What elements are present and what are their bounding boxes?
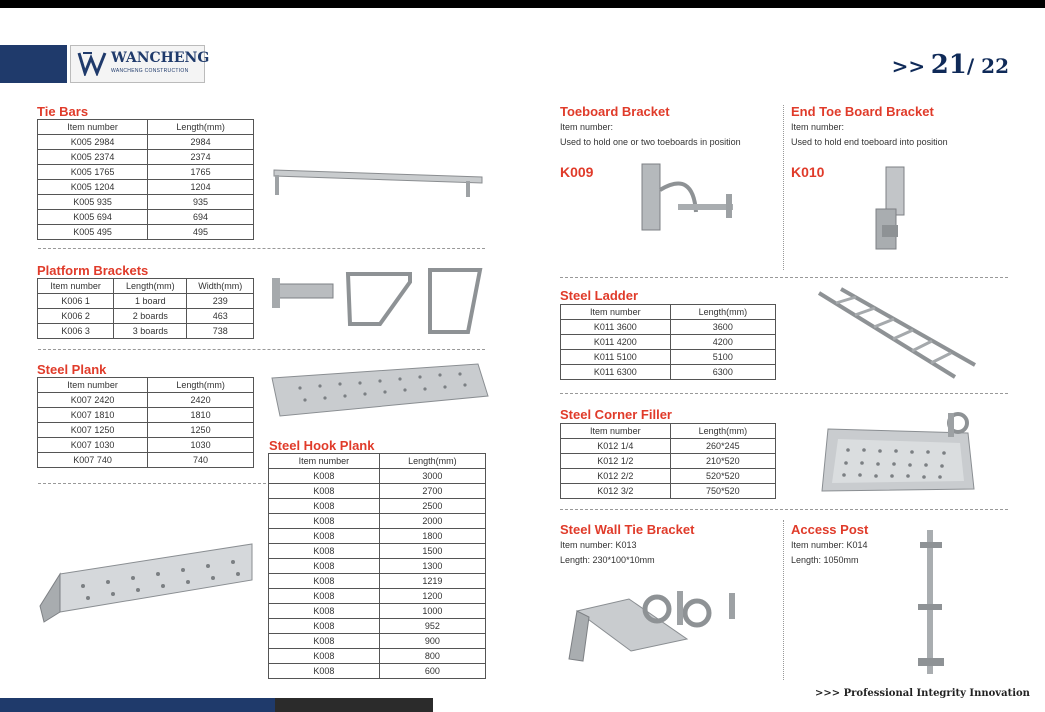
length-cell: 1200 [379,589,485,604]
steel-ladder-table [560,304,776,380]
table-row [561,484,776,499]
table-row [38,150,254,165]
page-arrow: >> [891,54,926,78]
table-row [38,225,254,240]
page-current: 21 [930,50,967,80]
steel-corner-filler-table [560,423,776,499]
table-row [38,180,254,195]
column-divider [783,105,784,270]
section-title-platform-brackets: Platform Brackets [37,263,149,278]
table-row [269,499,486,514]
length-cell: 900 [379,634,485,649]
table-row [269,484,486,499]
item-number-cell: K008 [269,529,380,544]
length-cell: 2 boards [114,309,187,324]
table-header: Length(mm) [379,454,485,469]
item-number-cell: K008 [269,649,380,664]
wancheng-logo-icon [77,50,107,76]
table-header: Length(mm) [114,279,187,294]
length-cell: 5100 [670,350,775,365]
length-cell: 1204 [148,180,254,195]
table-header: Width(mm) [187,279,254,294]
item-number-cell: K012 1/2 [561,454,671,469]
item-number-cell: K012 3/2 [561,484,671,499]
table-row [38,408,254,423]
table-header: Item number [561,305,671,320]
table-header: Item number [38,279,114,294]
width-cell: 239 [187,294,254,309]
length-cell: 1800 [379,529,485,544]
item-number-cell: K008 [269,514,380,529]
platform-brackets-table [37,278,254,339]
steel-corner-filler-image [818,405,988,495]
section-title-access-post: Access Post [791,522,869,537]
length-cell: 2374 [148,150,254,165]
item-number-label: Item number: [791,122,845,132]
table-row [561,335,776,350]
item-number-cell: K008 [269,499,380,514]
item-number-cell: K007 1030 [38,438,148,453]
table-header: Item number [38,120,148,135]
table-row [269,529,486,544]
length-cell: 694 [148,210,254,225]
length-cell: 210*520 [670,454,775,469]
hook-plank-image [38,540,258,625]
length-cell: 952 [379,619,485,634]
table-row [269,589,486,604]
divider [560,277,1008,278]
table-row [38,438,254,453]
table-row [561,365,776,380]
item-number-cell: K007 1810 [38,408,148,423]
length-cell: 2500 [379,499,485,514]
length-label: Length: 1050mm [791,555,859,565]
item-number-cell: K008 [269,544,380,559]
divider [560,393,1008,394]
item-number-cell: K012 2/2 [561,469,671,484]
tie-bars-table [37,119,254,240]
item-number-cell: K011 3600 [561,320,671,335]
item-number-label: Item number: [560,122,614,132]
length-cell: 1219 [379,574,485,589]
item-number-cell: K005 2374 [38,150,148,165]
table-row [269,469,486,484]
access-post-image [912,528,952,678]
product-code: K010 [791,164,825,180]
length-cell: 750*520 [670,484,775,499]
table-header: Length(mm) [670,424,775,439]
table-row [38,195,254,210]
section-title-steel-hook-plank: Steel Hook Plank [269,438,375,453]
item-number-cell: K006 2 [38,309,114,324]
steel-ladder-image [815,285,980,385]
length-cell: 1300 [379,559,485,574]
length-cell: 1810 [148,408,254,423]
footer-bar [275,698,433,712]
table-row [38,294,254,309]
divider [38,483,266,484]
steel-plank-table [37,377,254,468]
table-row [269,634,486,649]
item-number-cell: K008 [269,484,380,499]
steel-wall-tie-bracket-image [565,585,750,665]
item-number-cell: K008 [269,664,380,679]
item-number-cell: K007 2420 [38,393,148,408]
table-row [38,423,254,438]
section-title-steel-corner-filler: Steel Corner Filler [560,407,672,422]
item-number-cell: K011 6300 [561,365,671,380]
table-row [38,453,254,468]
length-cell: 4200 [670,335,775,350]
table-row [561,320,776,335]
item-number-cell: K008 [269,604,380,619]
item-number-cell: K008 [269,634,380,649]
steel-hook-plank-table [268,453,486,679]
length-cell: 2700 [379,484,485,499]
item-number-cell: K007 1250 [38,423,148,438]
item-number-cell: K006 1 [38,294,114,309]
footer-bar [0,698,275,712]
length-cell: 495 [148,225,254,240]
table-header: Item number [269,454,380,469]
table-row [38,165,254,180]
table-row [269,544,486,559]
length-cell: 1030 [148,438,254,453]
table-row [269,559,486,574]
section-title-steel-wall-tie-bracket: Steel Wall Tie Bracket [560,522,695,537]
item-number-label: Item number: K013 [560,540,637,550]
length-cell: 260*245 [670,439,775,454]
item-number-cell: K005 935 [38,195,148,210]
table-header: Length(mm) [148,378,254,393]
item-number-cell: K011 5100 [561,350,671,365]
top-bar [0,0,1045,8]
item-number-cell: K008 [269,469,380,484]
platform-brackets-image [270,262,495,342]
length-cell: 3000 [379,469,485,484]
section-title-end-toe-board-bracket: End Toe Board Bracket [791,104,934,119]
length-cell: 600 [379,664,485,679]
table-row [561,469,776,484]
divider [38,248,485,249]
page-number [892,50,1009,80]
table-header: Length(mm) [670,305,775,320]
description: Used to hold one or two toeboards in position [560,137,741,147]
length-label: Length: 230*100*10mm [560,555,655,565]
table-header: Item number [561,424,671,439]
table-header: Length(mm) [148,120,254,135]
item-number-cell: K008 [269,559,380,574]
table-row [269,664,486,679]
footer-tagline: >>> Professional Integrity Innovation [815,688,1030,699]
item-number-label: Item number: K014 [791,540,868,550]
section-title-steel-plank: Steel Plank [37,362,107,377]
length-cell: 3600 [670,320,775,335]
table-row [38,210,254,225]
table-row [38,393,254,408]
header-accent-block [0,45,67,83]
table-row [269,604,486,619]
table-row [38,324,254,339]
section-title-steel-ladder: Steel Ladder [560,288,639,303]
item-number-cell: K011 4200 [561,335,671,350]
table-header: Item number [38,378,148,393]
column-divider [783,520,784,680]
length-cell: 6300 [670,365,775,380]
table-row [561,454,776,469]
length-cell: 1000 [379,604,485,619]
steel-plank-image [270,362,495,422]
divider [560,509,1008,510]
description: Used to hold end toeboard into position [791,137,948,147]
item-number-cell: K008 [269,619,380,634]
brand-logo [70,45,210,83]
width-cell: 463 [187,309,254,324]
table-row [269,649,486,664]
section-title-toeboard-bracket: Toeboard Bracket [560,104,670,119]
length-cell: 800 [379,649,485,664]
item-number-cell: K006 3 [38,324,114,339]
item-number-cell: K005 1204 [38,180,148,195]
length-cell: 2000 [379,514,485,529]
product-code: K009 [560,164,594,180]
length-cell: 1250 [148,423,254,438]
table-row [269,514,486,529]
width-cell: 738 [187,324,254,339]
table-row [38,309,254,324]
item-number-cell: K008 [269,589,380,604]
table-row [38,135,254,150]
page-total: / 22 [966,54,1009,78]
end-toe-board-bracket-image [870,165,910,260]
item-number-cell: K005 1765 [38,165,148,180]
tie-bar-image [270,165,490,200]
length-cell: 1 board [114,294,187,309]
brand-subtitle: WANCHENG CONSTRUCTION [111,68,189,74]
table-row [269,619,486,634]
item-number-cell: K008 [269,574,380,589]
length-cell: 935 [148,195,254,210]
section-title-tie-bars: Tie Bars [37,104,89,119]
length-cell: 740 [148,453,254,468]
item-number-cell: K012 1/4 [561,439,671,454]
item-number-cell: K007 740 [38,453,148,468]
length-cell: 1765 [148,165,254,180]
table-row [561,439,776,454]
length-cell: 1500 [379,544,485,559]
length-cell: 520*520 [670,469,775,484]
length-cell: 2984 [148,135,254,150]
item-number-cell: K005 495 [38,225,148,240]
toeboard-bracket-image [638,160,738,235]
item-number-cell: K005 2984 [38,135,148,150]
length-cell: 2420 [148,393,254,408]
length-cell: 3 boards [114,324,187,339]
divider [38,349,485,350]
table-row [561,350,776,365]
table-row [269,574,486,589]
item-number-cell: K005 694 [38,210,148,225]
brand-name: WANCHENG [111,50,210,66]
